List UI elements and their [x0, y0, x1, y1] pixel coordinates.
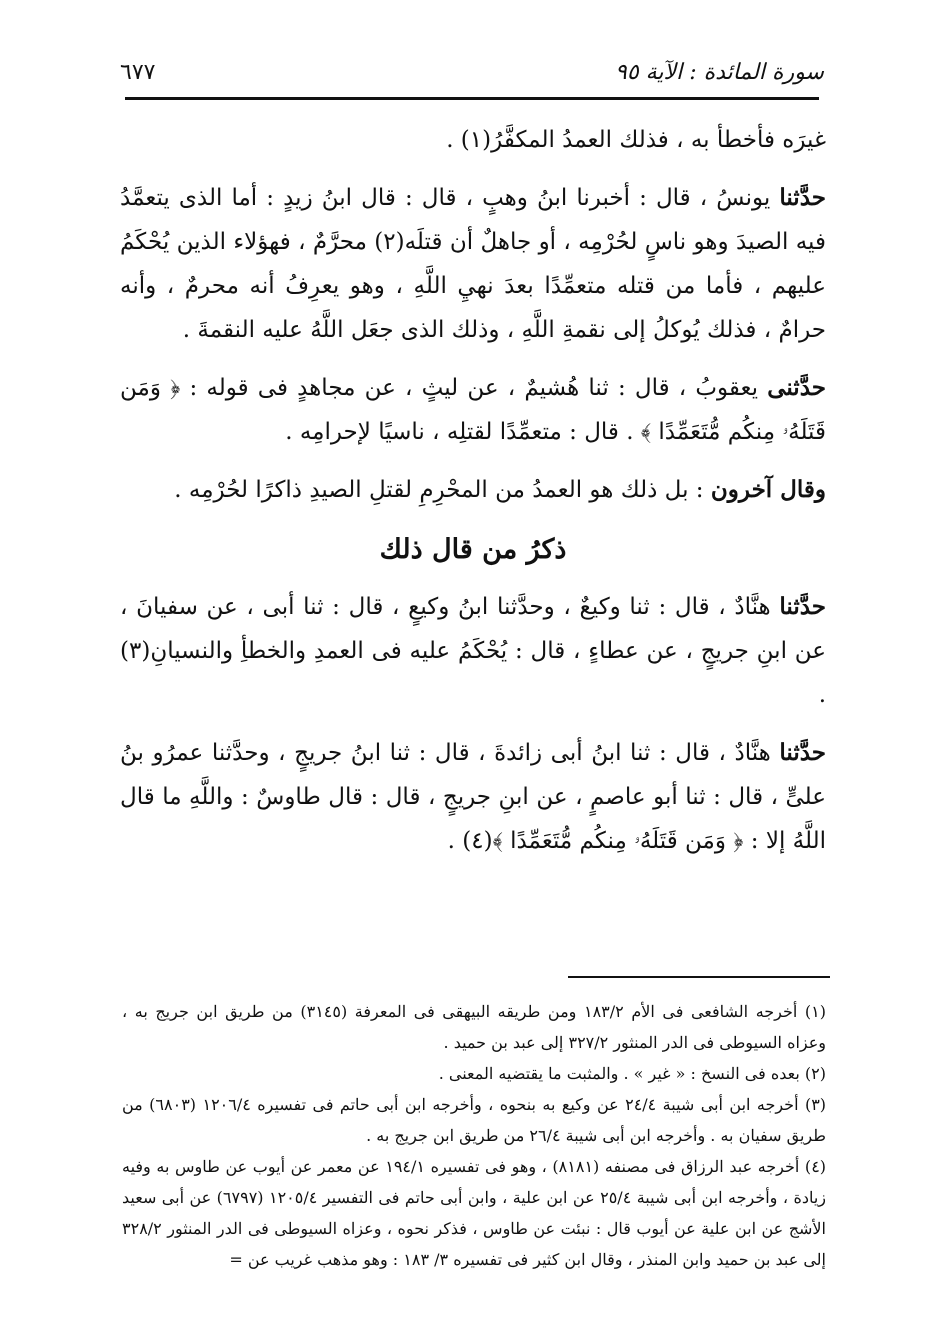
page-number: ٦٧٧ — [120, 59, 156, 85]
footnote-rule — [568, 976, 830, 978]
paragraph: حدَّثنا يونسُ ، قال : أخبرنا ابنُ وهبٍ ، قال : قال ابنُ زيدٍ : أما الذى يتعمَّدُ فيه الصيدَ وهو ناسٍ لحُرْمِه ، أو جاهلٌ أن قتلَه(٢) محرَّمٌ ، فهؤلاء الذين يُحْكَمُ عليهم ، فأما من قتله متعمِّدًا بعدَ نهيِ اللَّهِ ، وهو يعرِفُ أنه محرمٌ ، وأنه حرامٌ ، فذلك يُوكلُ إلى نقمةِ اللَّهِ ، وذلك الذى جعَل اللَّهُ عليه النقمةَ . — [120, 184, 826, 343]
paragraph: حدَّثنى يعقوبُ ، قال : ثنا هُشيمٌ ، عن ليثٍ ، عن مجاهدٍ فى قوله : ﴿ وَمَن قَتَلَهُۥ مِنكُم مُّتَعَمِّدًا ﴾ . قال : متعمِّدًا لقتلِه ، ناسيًا لإحرامِه . — [120, 374, 826, 445]
paragraph: غيرَه فأخطأ به ، فذلك العمدُ المكفَّرُ(١) . — [446, 127, 826, 153]
footnotes — [122, 996, 826, 1275]
paragraph: حدَّثنا هنَّادٌ ، قال : ثنا ابنُ أبى زائدةَ ، قال : ثنا ابنُ جريجٍ ، وحدَّثنا عمرُو بنُ علىٍّ ، قال : ثنا أبو عاصمٍ ، عن ابنِ جريجٍ ، قال : قال طاوسٌ : واللَّهِ ما قال اللَّهُ إلا : ﴿ وَمَن قَتَلَهُۥ مِنكُم مُّتَعَمِّدًا ﴾(٤) . — [120, 739, 827, 854]
header-title: سورة المائدة : الآية ٩٥ — [615, 59, 824, 85]
footnote: (١) أخرجه الشافعى فى الأم ١٨٣/٢ ومن طريقه البيهقى فى المعرفة (٣١٤٥) من طريق ابن جريج به ، وعزاه السيوطى فى الدر المنثور ٣٢٧/٢ إلى عبد بن حميد . — [122, 1002, 827, 1052]
paragraph: حدَّثنا هنَّادٌ ، قال : ثنا وكيعٌ ، وحدَّثنا ابنُ وكيعٍ ، قال : ثنا أبى ، عن سفيانَ ، عن ابنِ جريجٍ ، عن عطاءٍ ، قال : يُحْكَمُ عليه فى العمدِ والخطأِ والنسيانِ(٣) . — [120, 593, 827, 708]
footnote: (٤) أخرجه عبد الرزاق فى مصنفه (٨١٨١) ، وهو فى تفسيره ١٩٤/١ عن معمر عن أيوب عن طاوس به وفيه زيادة ، وأخرجه ابن أبى شيبة ٢٥/٤ عن ابن علية ، وابن أبى حاتم فى التفسير ١٢٠٥/٤ (٦٧٩٧) عن أبى سعيد الأشج عن ابن علية عن أيوب قال : نبئت عن طاوس ، فذكر نحوه ، وعزاه السيوطى فى الدر المنثور ٣٢٨/٢ إلى عبد بن حميد وابن المنذر ، وقال ابن كثير فى تفسيره ٣/ ١٨٣ : وهو مذهب غريب عن = — [122, 1157, 827, 1269]
main-text — [120, 118, 826, 877]
paragraph: وقال آخرون : بل ذلك هو العمدُ من المحْرِمِ لقتلِ الصيدِ ذاكرًا لحُرْمِه . — [174, 476, 826, 503]
header-rule — [125, 97, 819, 100]
section-heading: ذكرُ من قال ذلك — [379, 534, 567, 565]
running-header — [120, 50, 824, 94]
footnote: (٢) بعده فى النسخ : « غير » . والمثبت ما يقتضيه المعنى . — [438, 1064, 826, 1083]
footnote: (٣) أخرجه ابن أبى شيبة ٢٤/٤ عن وكيع به بنحوه ، وأخرجه ابن أبى حاتم فى تفسيره ١٢٠٦/٤ (٦٨٠٣) من طريق سفيان به . وأخرجه ابن أبى شيبة ٢٦/٤ من طريق ابن جريج به . — [122, 1095, 827, 1145]
